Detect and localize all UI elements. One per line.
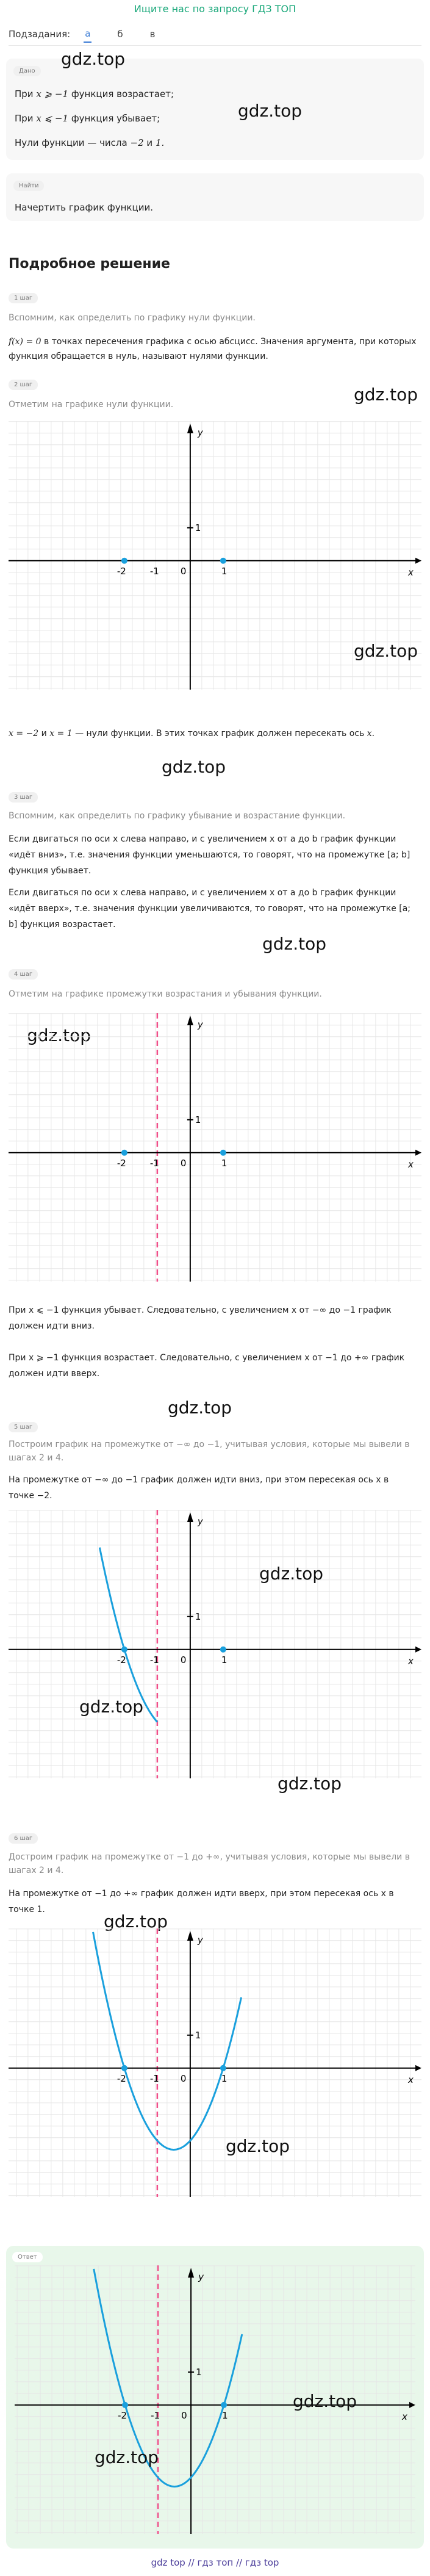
x-axis-label: x <box>408 2074 414 2085</box>
step1-hint: Вспомним, как определить по графику нули функции. <box>9 313 256 323</box>
step3-paragraph-2: Если двигаться по оси x слева направо, и с увеличением x от a до b график функции «идёт вверх», т.е. значения функции увеличиваются, то говорят, что на промежутке [a; b] функция возрастает. <box>9 888 411 929</box>
y-axis-arrow <box>188 2268 194 2278</box>
origin-label: 0 <box>180 1157 187 1169</box>
step1-tag: 1 шаг <box>9 293 38 303</box>
watermark: gdz.top <box>238 101 303 121</box>
watermark: gdz.top <box>79 1697 144 1717</box>
x-tick-label: -1 <box>151 2409 160 2421</box>
x-axis-label: x <box>408 566 414 578</box>
find-tag: Найти <box>13 181 44 191</box>
x-axis-label: x <box>408 1655 414 1667</box>
zero-point <box>121 1647 127 1653</box>
y-tick-label: 1 <box>195 1611 201 1622</box>
zero-point <box>220 2065 226 2071</box>
watermark: gdz.top <box>293 2391 357 2411</box>
step2-conclusion: x = −2 и x = 1 — нули функции. В этих точках график должен пересекать ось x. <box>9 729 375 738</box>
y-axis-label: y <box>197 1935 203 1946</box>
step5-text: На промежутке от −∞ до −1 график должен идти вниз, при этом пересекая ось x в точке −2. <box>9 1475 389 1501</box>
x-tick-label: -1 <box>149 565 159 577</box>
divider <box>9 45 421 46</box>
x-tick-label: 1 <box>221 1654 228 1665</box>
y-axis-arrow <box>187 1931 193 1941</box>
watermark: gdz.top <box>168 1398 232 1418</box>
x-axis-arrow <box>415 558 421 564</box>
zero-point <box>121 1150 127 1156</box>
step5-hint: Построим график на промежутке от −∞ до −1, учитывая условия, которые мы вывели в шагах 2 и 4. <box>9 1440 410 1463</box>
watermark: gdz.top <box>354 641 418 661</box>
y-axis-label: y <box>198 2271 204 2282</box>
x-tick-label: -2 <box>116 2073 126 2084</box>
step2-hint: Отметим на графике нули функции. <box>9 400 174 409</box>
x-axis-arrow <box>409 2402 415 2408</box>
x-axis-arrow <box>415 2065 421 2071</box>
step3-hint: Вспомним, как определить по графику убывание и возрастание функции. <box>9 811 346 821</box>
subtasks-label: Подзадания: <box>9 29 71 40</box>
x-tick-label: 1 <box>221 565 228 577</box>
step4-tag: 4 шаг <box>9 969 38 980</box>
x-tick-label: -2 <box>118 2409 127 2421</box>
step4-hint: Отметим на графике промежутки возрастания и убывания функции. <box>9 989 322 999</box>
zero-point <box>221 2402 227 2408</box>
x-tick-label: 1 <box>221 1157 228 1169</box>
y-tick-label: 1 <box>195 1114 201 1125</box>
subtasks-bar <box>9 24 181 44</box>
origin-label: 0 <box>180 2073 187 2084</box>
x-tick-label: -1 <box>149 1654 159 1665</box>
x-tick-label: -1 <box>149 2073 159 2084</box>
tab-a[interactable]: а <box>84 26 91 43</box>
x-tick-label: 1 <box>221 2073 228 2084</box>
solution-title: Подробное решение <box>9 256 170 272</box>
x-tick-label: -2 <box>116 565 126 577</box>
watermark: gdz.top <box>226 2136 290 2156</box>
x-tick-label: 1 <box>222 2409 228 2421</box>
step3-paragraph-1: Если двигаться по оси x слева направо, и с увеличением x от a до b график функции «идёт вниз», т.е. значения функции уменьшаются, то говорят, что на промежутке [a; b] функция убывает. <box>9 834 410 876</box>
watermark: gdz.top <box>278 1773 342 1794</box>
x-axis-arrow <box>415 1647 421 1653</box>
step6-text: На промежутке от −1 до +∞ график должен идти вверх, при этом пересекая ось x в точке 1. <box>9 1889 394 1914</box>
given-line-3: Нули функции — числа −2 и 1. <box>15 137 165 148</box>
step3-tag: 3 шаг <box>9 792 38 803</box>
y-axis-arrow <box>187 1016 193 1025</box>
watermark: gdz.top <box>95 2447 159 2467</box>
y-axis-arrow <box>187 1512 193 1522</box>
graph-step6 <box>9 1928 421 2197</box>
watermark: gdz.top <box>259 1564 324 1584</box>
zero-point <box>220 1647 226 1653</box>
zero-point <box>122 2402 128 2408</box>
x-tick-label: -1 <box>149 1157 159 1169</box>
watermark: gdz.top <box>27 1025 91 1045</box>
graph-step4 <box>9 1013 421 1282</box>
step4-paragraph-1: При x ⩽ −1 функция убывает. Следовательно, с увеличением x от −∞ до −1 график должен идти вниз. <box>9 1305 392 1331</box>
origin-label: 0 <box>180 1654 187 1665</box>
given-card <box>6 59 424 160</box>
watermark: gdz.top <box>354 384 418 405</box>
y-axis-label: y <box>197 1019 203 1030</box>
footer-links[interactable]: gdz top // гдз топ // гдз top <box>151 2557 279 2568</box>
zero-point <box>220 1150 226 1156</box>
x-tick-label: -2 <box>116 1654 126 1665</box>
y-tick-label: 1 <box>196 2366 202 2378</box>
x-axis-label: x <box>402 2411 407 2422</box>
zero-point <box>121 2065 127 2071</box>
promo-banner[interactable]: Ищите нас по запросу ГДЗ ТОП <box>134 3 296 15</box>
origin-label: 0 <box>180 565 187 577</box>
y-axis-label: y <box>197 427 203 438</box>
graph-step5 <box>9 1510 421 1778</box>
step5-tag: 5 шаг <box>9 1422 38 1432</box>
find-card <box>6 173 424 221</box>
step6-tag: 6 шаг <box>9 1833 38 1844</box>
watermark: gdz.top <box>162 757 226 777</box>
given-line-1: При x ⩾ −1 функция возрастает; <box>15 88 174 99</box>
watermark: gdz.top <box>61 49 126 69</box>
y-axis-arrow <box>187 424 193 433</box>
given-tag: Дано <box>13 66 41 76</box>
grid <box>9 1928 421 2197</box>
step1-text: f(x) = 0 в точках пересечения графика с осью абсцисс. Значения аргумента, при которых функция обращается в нуль, называют нулями функции. <box>9 337 417 361</box>
y-tick-label: 1 <box>195 522 201 533</box>
step4-paragraph-2: При x ⩾ −1 функция возрастает. Следовательно, с увеличением x от −1 до +∞ график должен идти вверх. <box>9 1353 405 1379</box>
watermark: gdz.top <box>104 1911 168 1932</box>
watermark: gdz.top <box>262 934 327 954</box>
answer-tag: Ответ <box>12 2252 43 2262</box>
given-line-2: При x ⩽ −1 функция убывает; <box>15 113 160 124</box>
y-tick-label: 1 <box>195 2029 201 2041</box>
grid <box>9 1013 421 1282</box>
find-text: Начертить график функции. <box>15 202 153 213</box>
tab-v[interactable]: в <box>149 29 156 40</box>
zero-point <box>220 558 226 564</box>
origin-label: 0 <box>181 2409 187 2421</box>
x-tick-label: -2 <box>116 1157 126 1169</box>
step2-tag: 2 шаг <box>9 380 38 390</box>
x-axis-label: x <box>408 1158 414 1170</box>
step6-hint: Достроим график на промежутке от −1 до +∞, учитывая условия, которые мы вывели в шагах 2 и 4. <box>9 1852 410 1875</box>
y-axis-label: y <box>197 1516 203 1527</box>
x-axis-arrow <box>415 1150 421 1156</box>
grid <box>9 1510 421 1778</box>
zero-point <box>121 558 127 564</box>
tab-b[interactable]: б <box>117 29 123 40</box>
